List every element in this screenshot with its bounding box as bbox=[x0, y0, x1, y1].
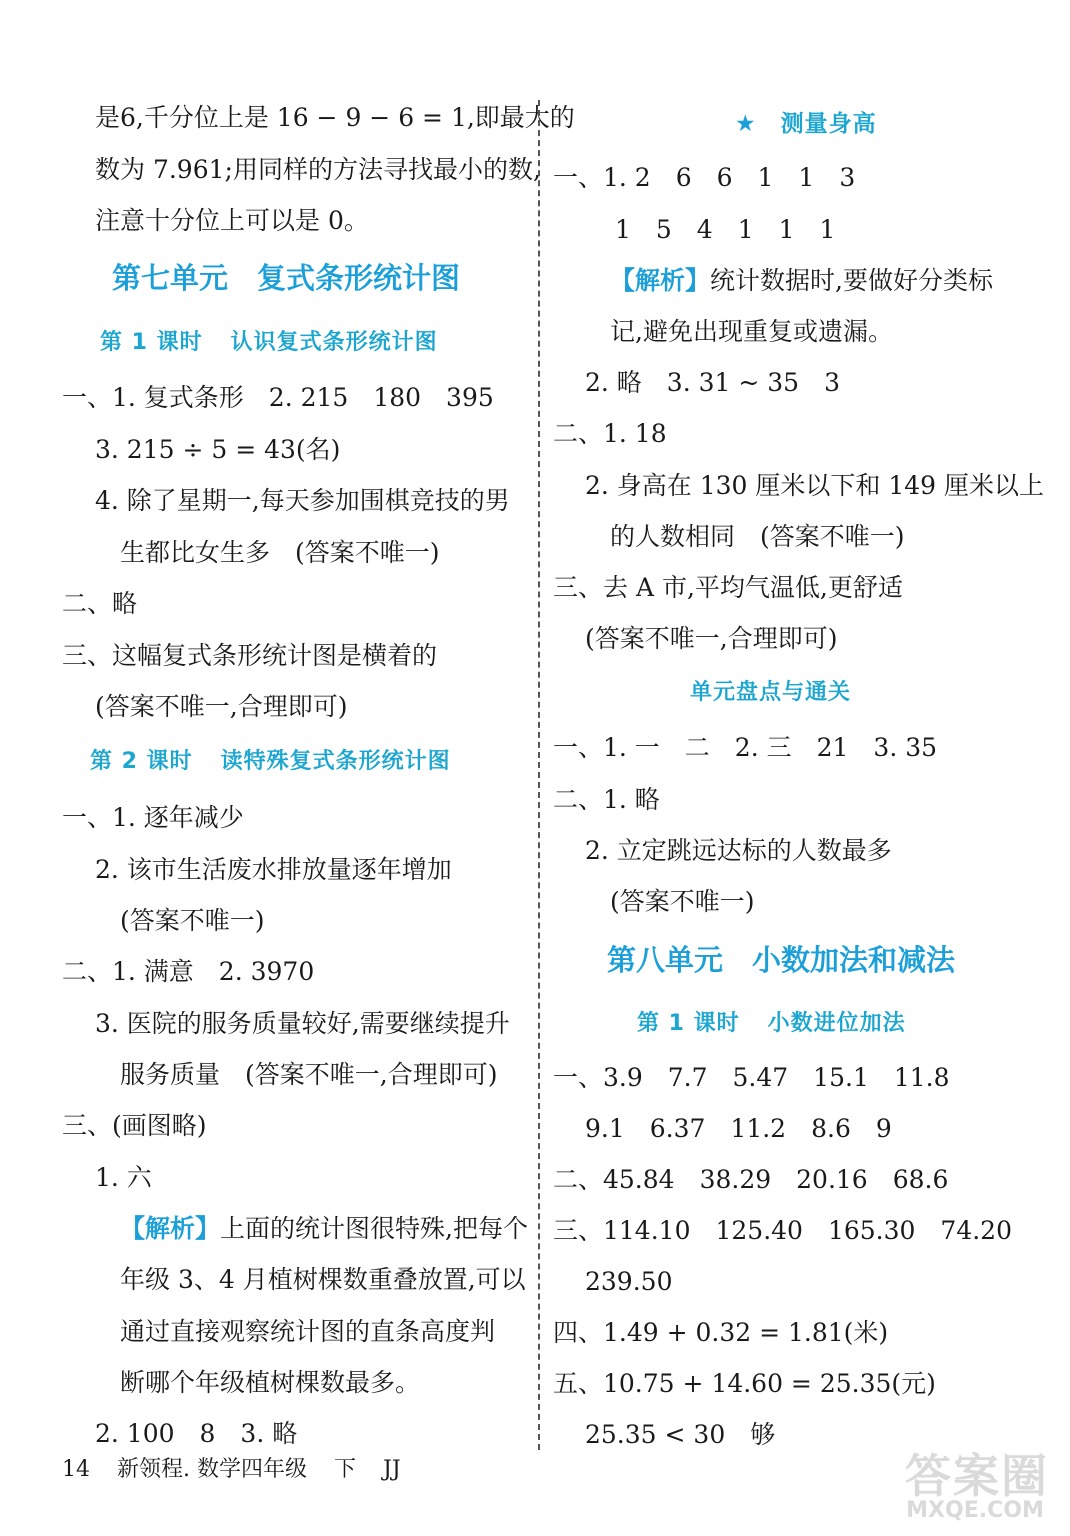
measure-height-heading bbox=[735, 108, 877, 140]
answer-line: (答案不唯一) bbox=[610, 887, 755, 916]
star-icon: ★ bbox=[735, 111, 757, 137]
answer-line: 一、1. 2 6 6 1 1 3 bbox=[553, 163, 856, 192]
continued-text-line-1: 是6,千分位上是 16 − 9 − 6 = 1,即最大的 bbox=[95, 103, 575, 132]
unit-review-heading: 单元盘点与通关 bbox=[690, 680, 852, 705]
answer-line: 一、1. 逐年减少 bbox=[62, 803, 244, 832]
answer-line: 1 5 4 1 1 1 bbox=[615, 215, 836, 244]
answer-line: (答案不唯一,合理即可) bbox=[95, 692, 348, 721]
watermark-url: MXQE.COM bbox=[906, 1498, 1044, 1523]
analysis-line-4: 断哪个年级植树棵数最多。 bbox=[120, 1368, 421, 1397]
answer-line: 2. 略 3. 31 ~ 35 3 bbox=[585, 368, 840, 397]
answer-line: 1. 六 bbox=[95, 1163, 152, 1192]
answer-line: 三、去 A 市,平均气温低,更舒适 bbox=[553, 573, 903, 602]
lesson-1-heading bbox=[637, 1008, 906, 1040]
answer-line: 25.35 < 30 够 bbox=[585, 1420, 776, 1449]
analysis-line-3: 通过直接观察统计图的直条高度判 bbox=[120, 1317, 496, 1346]
lesson-number: 第 2 课时 bbox=[90, 749, 193, 774]
analysis-line-1: 【解析】统计数据时,要做好分类标 bbox=[610, 266, 993, 295]
page-footer bbox=[62, 1455, 421, 1485]
answer-line: (答案不唯一) bbox=[120, 906, 265, 935]
answer-line: 三、(画图略) bbox=[62, 1111, 207, 1140]
answer-line: 3. 215 ÷ 5 = 43(名) bbox=[95, 435, 341, 464]
answer-line: 二、1. 略 bbox=[553, 785, 660, 814]
unit-7-title: 第七单元 复式条形统计图 bbox=[112, 261, 461, 295]
answer-line: 4. 除了星期一,每天参加围棋竞技的男 bbox=[95, 486, 510, 515]
lesson-number: 第 1 课时 bbox=[100, 330, 203, 355]
lesson-2-heading bbox=[90, 746, 451, 778]
answer-line: 2. 立定跳远达标的人数最多 bbox=[585, 836, 892, 865]
answer-line: 一、3.9 7.7 5.47 15.1 11.8 bbox=[553, 1063, 950, 1092]
answer-line: 的人数相同 (答案不唯一) bbox=[610, 522, 905, 551]
column-divider bbox=[538, 100, 540, 1450]
answer-line: 四、1.49 + 0.32 = 1.81(米) bbox=[553, 1318, 889, 1347]
answer-line: 服务质量 (答案不唯一,合理即可) bbox=[120, 1060, 498, 1089]
analysis-tag: 【解析】 bbox=[120, 1214, 221, 1243]
lesson-title: 读特殊复式条形统计图 bbox=[220, 749, 451, 774]
lesson-number: 第 1 课时 bbox=[637, 1011, 740, 1036]
answer-line: 2. 100 8 3. 略 bbox=[95, 1419, 298, 1448]
answer-line: 二、1. 满意 2. 3970 bbox=[62, 957, 315, 986]
watermark-text: 答案圈 bbox=[905, 1449, 1049, 1503]
analysis-tag: 【解析】 bbox=[610, 266, 711, 295]
unit-8-title: 第八单元 小数加法和减法 bbox=[607, 943, 956, 977]
answer-line: 二、1. 18 bbox=[553, 419, 667, 448]
analysis-line-1: 【解析】上面的统计图很特殊,把每个 bbox=[120, 1214, 528, 1243]
answer-line: 2. 该市生活废水排放量逐年增加 bbox=[95, 855, 452, 884]
answer-line: 二、略 bbox=[62, 589, 138, 618]
lesson-title: 认识复式条形统计图 bbox=[230, 330, 438, 355]
volume-label: 下 bbox=[334, 1457, 357, 1482]
watermark-logo bbox=[892, 1440, 1062, 1530]
answer-line: 三、114.10 125.40 165.30 74.20 bbox=[553, 1216, 1012, 1245]
answer-line: 9.1 6.37 11.2 8.6 9 bbox=[585, 1114, 892, 1143]
lesson-title: 小数进位加法 bbox=[767, 1011, 906, 1036]
answer-line: (答案不唯一,合理即可) bbox=[585, 624, 838, 653]
answer-line: 一、1. 复式条形 2. 215 180 395 bbox=[62, 383, 494, 412]
answer-line: 239.50 bbox=[585, 1267, 673, 1296]
continued-text-line-3: 注意十分位上可以是 0。 bbox=[95, 206, 369, 235]
answer-line: 一、1. 一 二 2. 三 21 3. 35 bbox=[553, 733, 938, 762]
answer-line: 五、10.75 + 14.60 = 25.35(元) bbox=[553, 1369, 936, 1398]
answer-line: 三、这幅复式条形统计图是横着的 bbox=[62, 641, 438, 670]
answer-line: 2. 身高在 130 厘米以下和 149 厘米以上 bbox=[585, 471, 1045, 500]
answer-line: 3. 医院的服务质量较好,需要继续提升 bbox=[95, 1009, 510, 1038]
analysis-line-2: 年级 3、4 月植树棵数重叠放置,可以 bbox=[120, 1265, 526, 1294]
book-title: 新领程. 数学四年级 bbox=[117, 1457, 307, 1482]
analysis-line-2: 记,避免出现重复或遗漏。 bbox=[610, 317, 893, 346]
continued-text-line-2: 数为 7.961;用同样的方法寻找最小的数, bbox=[95, 155, 541, 184]
section-title: 测量身高 bbox=[780, 111, 877, 137]
answer-line: 二、45.84 38.29 20.16 68.6 bbox=[553, 1165, 949, 1194]
answer-line: 生都比女生多 (答案不唯一) bbox=[120, 538, 440, 567]
edition-label: JJ bbox=[383, 1457, 401, 1482]
lesson-1-heading bbox=[100, 327, 438, 359]
page-number: 14 bbox=[62, 1457, 90, 1482]
